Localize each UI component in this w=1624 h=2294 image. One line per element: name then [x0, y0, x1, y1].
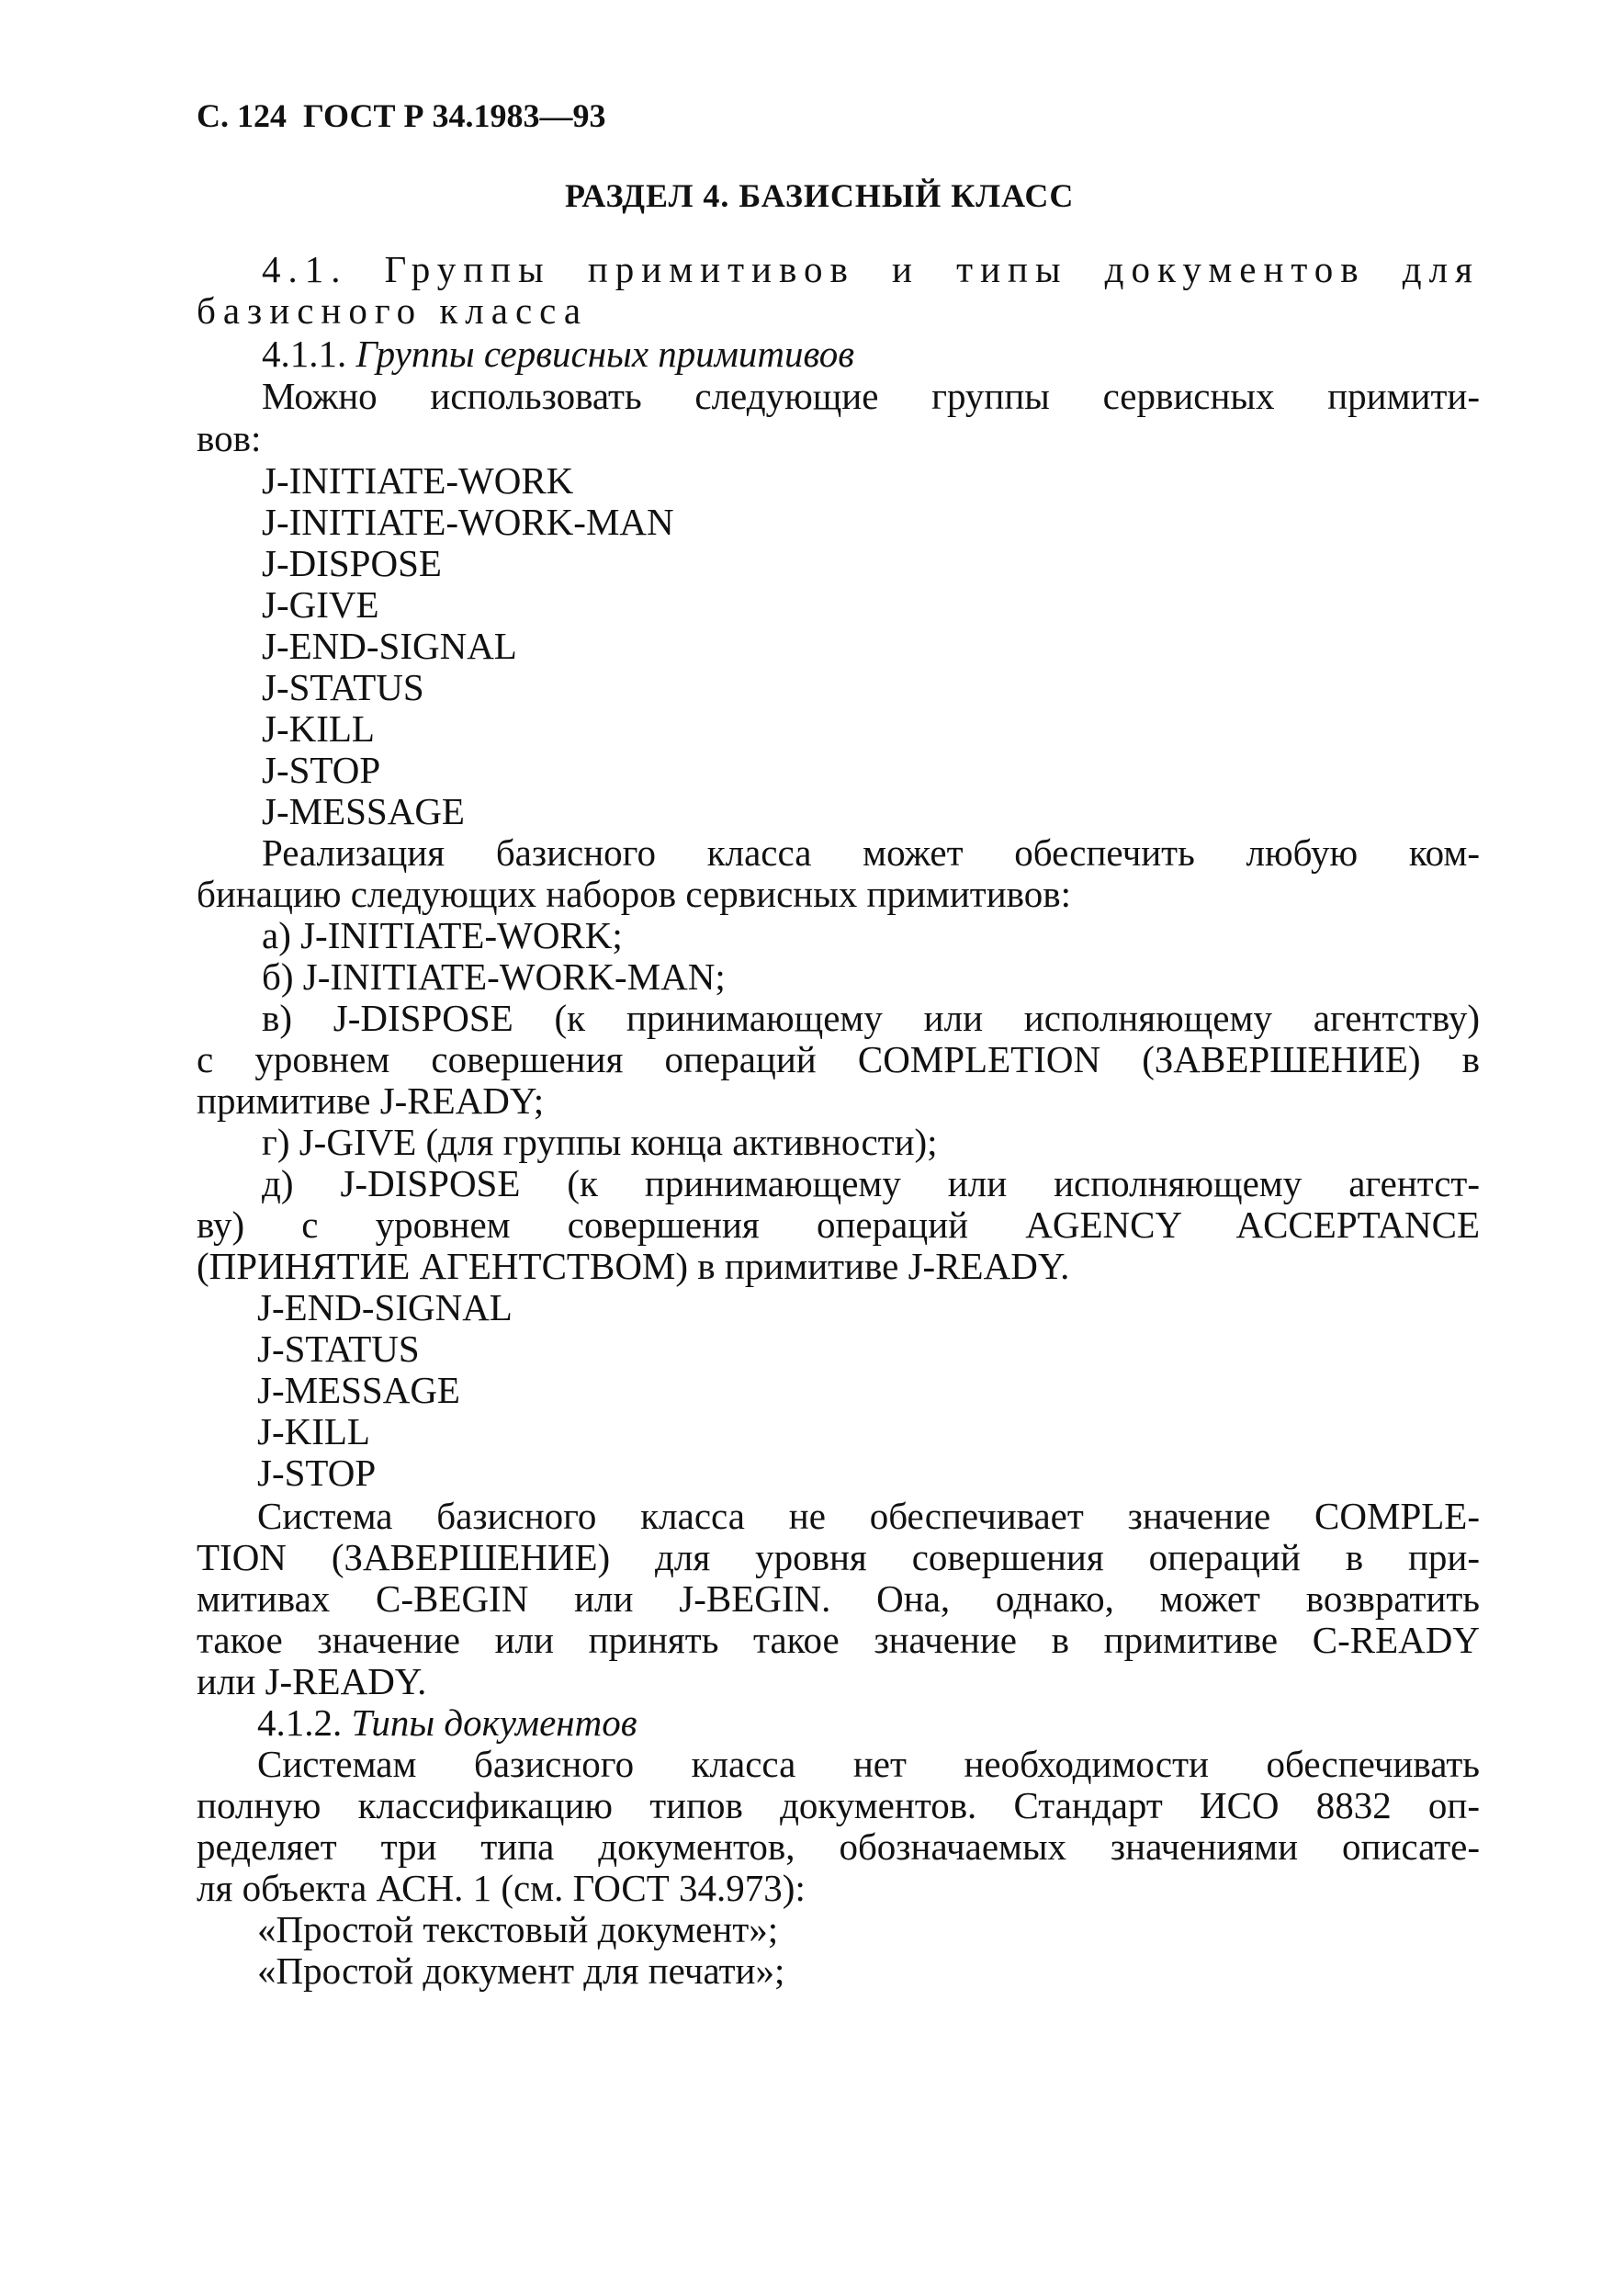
- list-item-d-line3: (ПРИНЯТИЕ АГЕНТСТВОМ) в примитиве J-READY.: [197, 1245, 1070, 1287]
- doc-type-item: «Простой текстовый документ»;: [257, 1908, 779, 1950]
- note-line-3: митивах C-BEGIN или J-BEGIN. Она, однако, может возвратить: [197, 1577, 1480, 1620]
- list-item-d-line2: ву) с уровнем совершения операций AGENCY ACCEPTANCE: [197, 1204, 1480, 1246]
- subsection-4-1-2-heading: [257, 1701, 637, 1744]
- item-d-primitive: J-MESSAGE: [257, 1369, 460, 1411]
- doc-types-line-3: ределяет три типа документов, обозначаемых значениями описате-: [197, 1825, 1480, 1868]
- primitive-item: J-GIVE: [262, 583, 379, 626]
- list-item-g: г) J-GIVE (для группы конца активности);: [262, 1121, 938, 1163]
- doc-types-line-1: Системам базисного класса нет необходимости обеспечивать: [257, 1743, 1480, 1785]
- primitive-item: J-KILL: [262, 707, 375, 750]
- primitive-item: J-END-SIGNAL: [262, 625, 517, 667]
- item-d-primitive: J-END-SIGNAL: [257, 1286, 513, 1328]
- item-d-primitive: J-STATUS: [257, 1328, 420, 1370]
- primitive-item: J-DISPOSE: [262, 542, 442, 584]
- primitive-item: J-INITIATE-WORK: [262, 459, 574, 502]
- subsection-4-1-heading-line2: базисного класса: [197, 289, 589, 332]
- page-number: С. 124: [197, 97, 287, 134]
- intro-line-2: вов:: [197, 417, 262, 459]
- note-line-5: или J-READY.: [197, 1660, 427, 1702]
- impl-line-2: бинацию следующих наборов сервисных примитивов:: [197, 873, 1071, 915]
- doc-types-line-4: ля объекта АСН. 1 (см. ГОСТ 34.973):: [197, 1867, 806, 1909]
- primitive-item: J-INITIATE-WORK-MAN: [262, 501, 674, 543]
- note-line-4: такое значение или принять такое значение в примитиве C-READY: [197, 1619, 1480, 1661]
- page-header: [197, 95, 605, 137]
- primitive-item: J-MESSAGE: [262, 790, 465, 832]
- doc-types-line-2: полную классификацию типов документов. Стандарт ИСО 8832 оп-: [197, 1784, 1480, 1826]
- list-item-v-line2: с уровнем совершения операций COMPLETION (ЗАВЕРШЕНИЕ) в: [197, 1038, 1480, 1080]
- subsection-4-1-heading-line1: 4.1. Группы примитивов и типы документов для: [262, 248, 1480, 290]
- item-d-primitive: J-KILL: [257, 1410, 370, 1452]
- item-d-primitive: J-STOP: [257, 1452, 377, 1494]
- intro-line-1: Можно использовать следующие группы сервисных примити-: [262, 375, 1480, 417]
- list-item-v-line1: в) J-DISPOSE (к принимающему или исполняющему агентству): [262, 997, 1480, 1039]
- subsection-4-1-1-heading: [262, 333, 854, 375]
- list-item-b: б) J-INITIATE-WORK-MAN;: [262, 955, 726, 998]
- note-line-1: Система базисного класса не обеспечивает значение COMPLE-: [257, 1495, 1480, 1537]
- subsection-4-1-2-number: 4.1.2.: [257, 1701, 343, 1744]
- section-title: РАЗДЕЛ 4. БАЗИСНЫЙ КЛАСС: [565, 177, 1075, 214]
- list-item-v-line3: примитиве J-READY;: [197, 1079, 545, 1122]
- doc-type-item: «Простой документ для печати»;: [257, 1949, 785, 1992]
- list-item-d-line1: д) J-DISPOSE (к принимающему или исполняющему агентст-: [262, 1162, 1480, 1204]
- list-item-a: а) J-INITIATE-WORK;: [262, 914, 623, 956]
- note-line-2: TION (ЗАВЕРШЕНИЕ) для уровня совершения операций в при-: [197, 1536, 1480, 1578]
- standard-code: ГОСТ Р 34.1983—93: [303, 97, 606, 134]
- impl-line-1: Реализация базисного класса может обеспечить любую ком-: [262, 831, 1480, 874]
- primitive-item: J-STOP: [262, 749, 381, 791]
- subsection-4-1-1-title: Группы сервисных примитивов: [355, 333, 855, 375]
- subsection-4-1-1-number: 4.1.1.: [262, 333, 347, 375]
- primitive-item: J-STATUS: [262, 666, 424, 708]
- subsection-4-1-2-title: Типы документов: [351, 1701, 637, 1744]
